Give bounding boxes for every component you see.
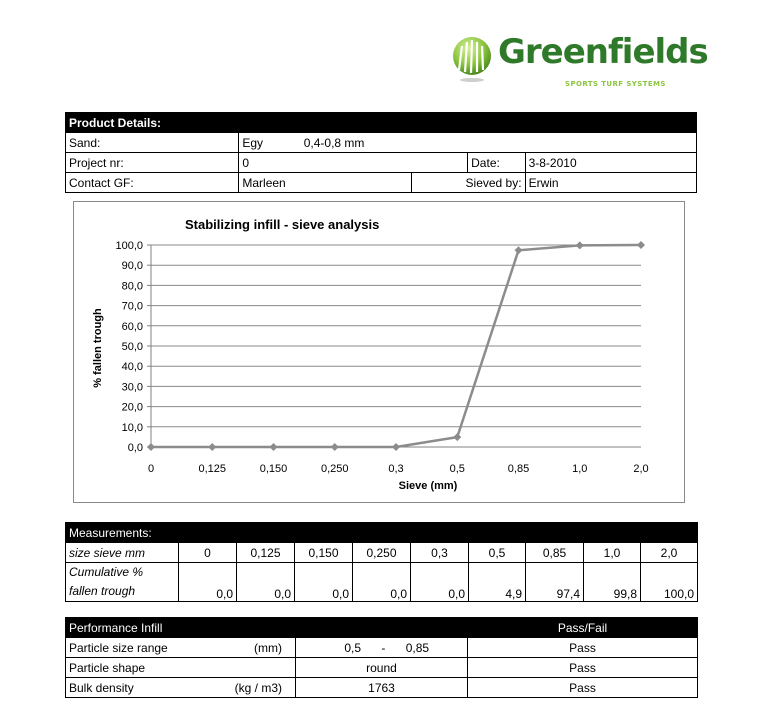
x-axis-label: Sieve (mm) — [398, 480, 458, 492]
x-tick-label: 0,250 — [320, 463, 349, 475]
contact-value: Marleen — [239, 173, 411, 193]
chart-title: Stabilizing infill - sieve analysis — [185, 217, 380, 232]
sieve-size-cell: 0 — [179, 543, 237, 563]
x-tick-label: 0 — [147, 463, 155, 475]
cumulative-label-line-2: fallen trough — [69, 584, 136, 598]
date-value: 3-8-2010 — [525, 153, 696, 173]
logo-wordmark: Greenfields — [498, 32, 708, 72]
sand-size: 0,4-0,8 mm — [303, 135, 365, 150]
cumulative-cell: 0,0 — [179, 563, 237, 602]
cumulative-cell: 97,4 — [526, 563, 584, 602]
performance-table — [65, 617, 698, 698]
sand-label: Sand: — [66, 133, 239, 153]
sieve-size-cell: 2,0 — [641, 543, 698, 563]
performance-header: Performance Infill — [66, 618, 468, 638]
particle-size-sep: - — [381, 640, 386, 655]
bulk-density-result: Pass — [468, 678, 698, 698]
measurements-header: Measurements: — [66, 523, 698, 543]
sand-value: Egy — [242, 135, 264, 150]
contact-label: Contact GF: — [66, 173, 239, 193]
particle-size-result: Pass — [468, 638, 698, 658]
x-tick-label: 0,85 — [507, 463, 530, 475]
sieve-size-cell: 0,3 — [411, 543, 469, 563]
y-tick-label: 80,0 — [121, 280, 143, 293]
x-tick-label: 2,0 — [633, 463, 649, 475]
y-tick-label: 100,0 — [115, 240, 143, 252]
data-point-marker — [637, 241, 645, 249]
bulk-density-label: Bulk density — [69, 680, 134, 695]
particle-size-value — [296, 638, 468, 658]
cumulative-label — [66, 563, 179, 602]
data-point-marker — [453, 433, 461, 441]
data-point-marker — [208, 443, 216, 451]
cumulative-cell: 99,8 — [584, 563, 641, 602]
sand-value-cell — [239, 133, 697, 153]
y-tick-label: 30,0 — [121, 381, 143, 394]
x-tick-label: 0,150 — [259, 463, 288, 475]
cumulative-cell: 4,9 — [469, 563, 526, 602]
project-value: 0 — [239, 153, 468, 173]
particle-size-unit: (mm) — [254, 640, 282, 655]
cumulative-cell: 0,0 — [353, 563, 411, 602]
data-point-marker — [576, 241, 584, 249]
y-tick-label: 70,0 — [121, 300, 143, 313]
x-tick-label: 0,125 — [198, 463, 227, 475]
sieved-value: Erwin — [525, 173, 696, 193]
y-tick-label: 50,0 — [121, 341, 143, 353]
sieved-label: Sieved by: — [411, 173, 525, 193]
turf-globe-icon — [450, 36, 494, 84]
x-tick-label: 0,3 — [388, 463, 404, 475]
sieve-size-cell: 0,150 — [295, 543, 353, 563]
x-tick-label: 1,0 — [572, 463, 588, 475]
perf-row-label — [66, 658, 296, 678]
sieve-analysis-chart — [73, 201, 685, 503]
particle-shape-result: Pass — [468, 658, 698, 678]
y-tick-label: 10,0 — [121, 421, 143, 434]
sieve-size-cell: 0,125 — [237, 543, 295, 563]
data-point-marker — [147, 443, 155, 451]
perf-row-label — [66, 638, 296, 658]
particle-shape-value: round — [296, 658, 468, 678]
measurements-table — [65, 522, 698, 602]
sieve-size-cell: 0,250 — [353, 543, 411, 563]
y-axis-label: % fallen trough — [92, 308, 104, 388]
greenfields-logo — [450, 32, 708, 96]
data-point-marker — [515, 246, 523, 254]
sieve-size-cell: 1,0 — [584, 543, 641, 563]
perf-row-label — [66, 678, 296, 698]
bulk-density-unit: (kg / m3) — [234, 680, 282, 695]
date-label: Date: — [468, 153, 525, 173]
y-tick-label: 0,0 — [127, 442, 143, 454]
logo-tagline: SPORTS TURF SYSTEMS — [565, 80, 666, 88]
cumulative-cell: 0,0 — [237, 563, 295, 602]
sieve-size-label: size sieve mm — [66, 543, 179, 563]
particle-size-max: 0,85 — [405, 640, 430, 655]
sieve-size-cell: 0,85 — [526, 543, 584, 563]
y-tick-label: 20,0 — [121, 401, 143, 414]
y-tick-label: 40,0 — [121, 361, 143, 374]
passfail-header: Pass/Fail — [468, 618, 698, 638]
data-point-marker — [331, 443, 339, 451]
data-point-marker — [392, 443, 400, 451]
product-details-header: Product Details: — [66, 113, 697, 133]
x-tick-label: 0,5 — [449, 463, 465, 475]
cumulative-cell: 0,0 — [295, 563, 353, 602]
cumulative-cell: 100,0 — [641, 563, 698, 602]
particle-size-min: 0,5 — [344, 640, 361, 655]
sieve-size-cell: 0,5 — [469, 543, 526, 563]
particle-size-label: Particle size range — [69, 640, 168, 655]
product-details-table — [65, 112, 697, 193]
cumulative-cell: 0,0 — [411, 563, 469, 602]
chart-canvas — [74, 202, 684, 502]
cumulative-label-line-1: Cumulative % — [69, 565, 144, 579]
bulk-density-value: 1763 — [296, 678, 468, 698]
y-tick-label: 90,0 — [121, 260, 143, 273]
particle-shape-label: Particle shape — [69, 660, 146, 675]
data-point-marker — [270, 443, 278, 451]
project-label: Project nr: — [66, 153, 239, 173]
y-tick-label: 60,0 — [121, 320, 143, 333]
